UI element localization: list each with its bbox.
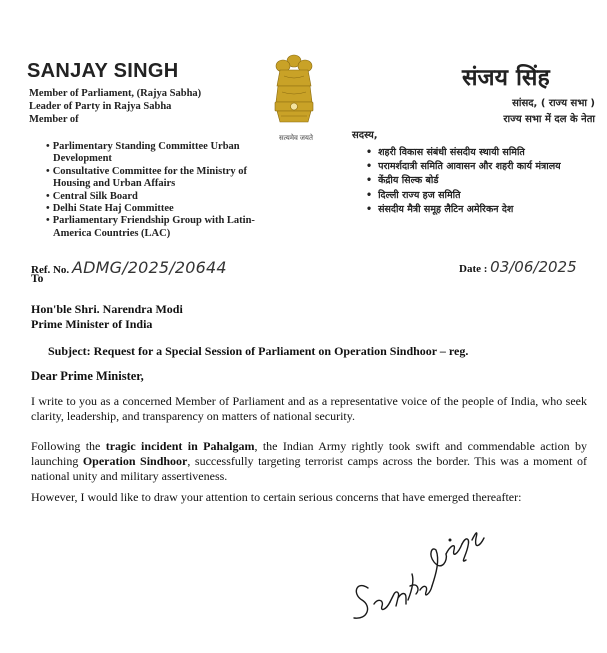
committee-item: • Consultative Committee for the Ministry of Housing and Urban Affairs [46,166,276,191]
handwritten-signature [338,520,518,630]
national-emblem-icon [266,52,322,132]
reference-value: ADMG/2025/20644 [71,258,227,277]
role-line: राज्य सभा में दल के नेता [503,114,595,125]
role-line: Member of [29,114,79,125]
committee-item: • दिल्ली राज्य हज समिति [366,189,596,203]
committee-item: • परामर्शदात्री समिति आवासन और शहरी कार्य मंत्रालय [366,160,596,174]
recipient-name: Hon'ble Shri. Narendra Modi [31,302,183,316]
emblem-caption: सत्यमेव जयते [279,134,313,142]
sender-name-hindi: संजय सिंह [462,65,550,91]
sender-roles-hindi [430,96,595,128]
committee-item: • Central Silk Board [46,191,276,203]
committee-list-hindi [366,146,596,217]
emphasis-pahalgam: tragic incident in Pahalgam [105,439,255,453]
committee-item: • संसदीय मैत्री समूह लैटिन अमेरिकन देश [366,203,596,217]
sender-roles-english [29,87,269,126]
text-run: Following the [31,439,106,453]
role-line: Leader of Party in Rajya Sabha [29,101,172,112]
recipient-title: Prime Minister of India [31,317,153,331]
reference-label: Ref. No. [31,264,70,276]
committee-list-english [46,141,276,240]
member-label-hindi: सदस्य, [352,130,378,141]
body-paragraph-3: However, I would like to draw your attention to certain serious concerns that have emerged thereafter: [31,490,522,504]
to-label: To [31,273,44,285]
text-run: , successfully targeting terrorist camps across the border. This was a moment of national unity and military assertiveness. [31,454,588,483]
emphasis-operation: Operation Sindhoor [82,454,188,468]
sender-name-english: SANJAY SINGH [27,60,179,82]
body-paragraph-2 [31,439,587,484]
role-line: Member of Parliament, (Rajya Sabha) [29,88,202,99]
committee-item: • Delhi State Haj Committee [46,203,276,215]
date-label: Date : [459,263,488,275]
committee-item: • Parlimentary Standing Committee Urban Development [46,141,276,166]
body-paragraph-1: I write to you as a concerned Member of Parliament and as a representative voice of the people of India, who seek clarity, leadership, and transparency on matters of national security. [31,394,587,423]
committee-item: • शहरी विकास संबंधी संसदीय स्थायी समिति [366,146,596,160]
letter-date [459,258,577,276]
letter-subject: Subject: Request for a Special Session of Parliament on Operation Sindhoor – reg. [48,344,469,358]
text-run: , the Indian Army rightly took swift and commendable action by launching [31,439,587,468]
recipient-address [31,302,183,332]
date-value: 03/06/2025 [490,258,577,276]
role-line: सांसद, ( राज्य सभा ) [512,98,595,109]
salutation: Dear Prime Minister, [31,369,144,383]
reference-number [31,258,227,277]
committee-item: • Parliamentary Friendship Group with Latin-America Countries (LAC) [46,215,276,240]
committee-item: • केंद्रीय सिल्क बोर्ड [366,174,596,188]
